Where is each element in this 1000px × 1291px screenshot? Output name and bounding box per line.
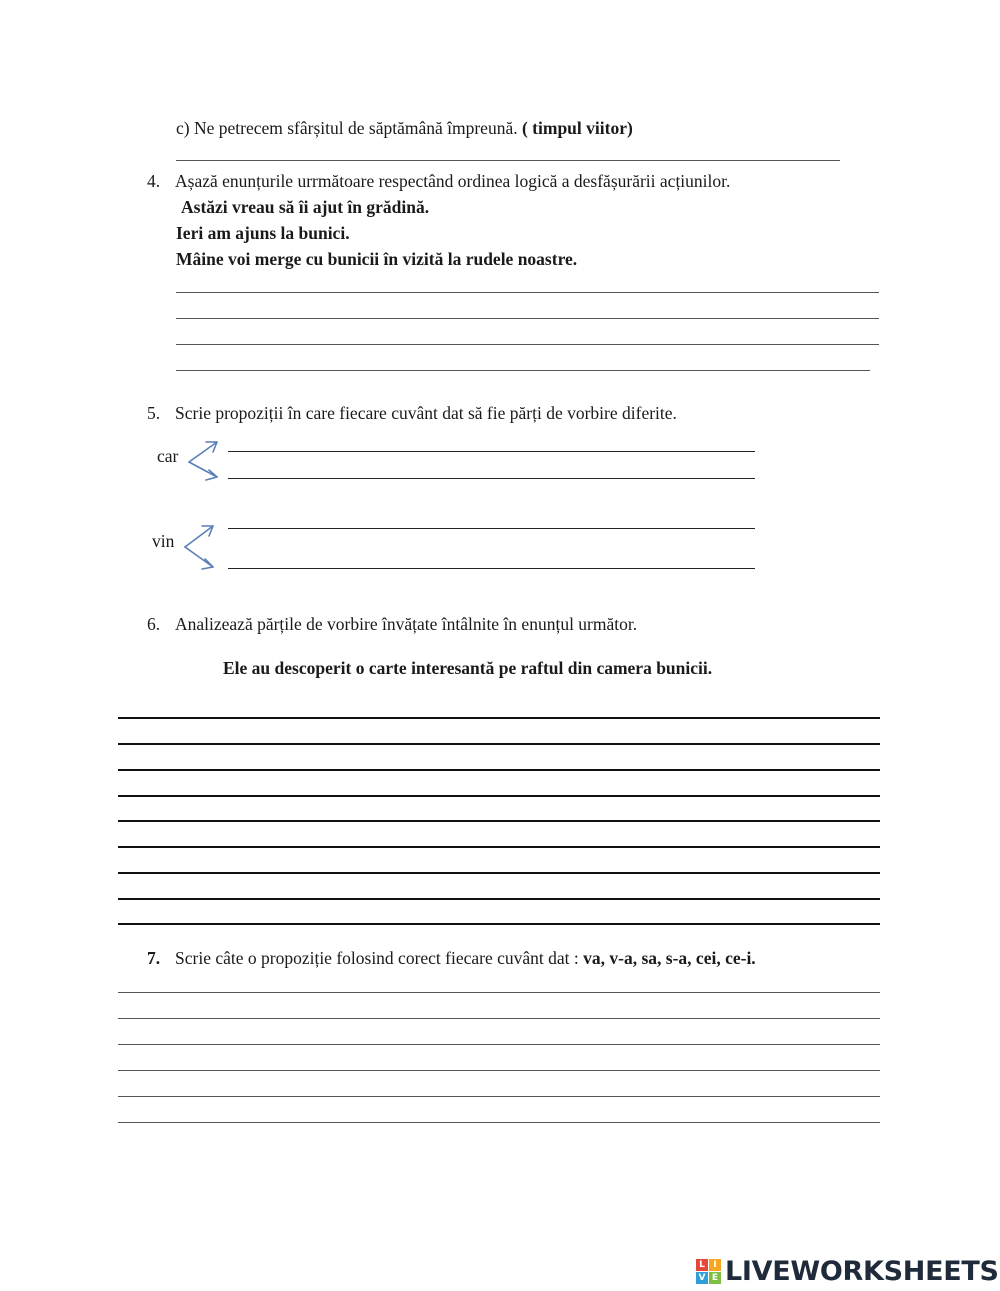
answer-line[interactable]: [118, 1070, 880, 1071]
logo-letter: E: [709, 1272, 721, 1284]
answer-line[interactable]: [228, 478, 755, 479]
answer-line[interactable]: [176, 370, 870, 371]
exercise-7-instruction: [147, 950, 756, 968]
answer-line[interactable]: [118, 1096, 880, 1097]
answer-line[interactable]: [118, 769, 880, 771]
logo-mark-icon: [696, 1259, 721, 1284]
answer-line[interactable]: [118, 898, 880, 900]
answer-line[interactable]: [176, 344, 879, 345]
item-c: [176, 120, 633, 138]
word-vin: vin: [152, 531, 175, 551]
answer-line[interactable]: [118, 1044, 880, 1045]
exercise-7-words: va, v-a, sa, s-a, cei, ce-i.: [583, 948, 756, 968]
ex4-sentence: Mâine voi merge cu bunicii în vizită la rudele noastre.: [176, 249, 578, 269]
logo-letter: I: [709, 1259, 721, 1271]
answer-line[interactable]: [118, 846, 880, 848]
answer-line[interactable]: [118, 743, 880, 745]
answer-line[interactable]: [118, 1018, 880, 1019]
item-c-text: c) Ne petrecem sfârșitul de săptămână împreună.: [176, 118, 518, 138]
logo-letter: L: [696, 1259, 708, 1271]
answer-line[interactable]: [118, 1122, 880, 1123]
answer-line[interactable]: [118, 872, 880, 874]
exercise-5-instruction: [147, 405, 677, 423]
answer-line[interactable]: [176, 292, 879, 293]
answer-line[interactable]: [228, 451, 755, 452]
exercise-7-text: Scrie câte o propoziție folosind corect fiecare cuvânt dat :: [175, 948, 579, 968]
ex4-sentence: Ieri am ajuns la bunici.: [176, 223, 350, 243]
answer-line[interactable]: [176, 318, 879, 319]
answer-line[interactable]: [118, 923, 880, 925]
logo-letter: V: [696, 1272, 708, 1284]
exercise-5-text: Scrie propoziții în care fiecare cuvânt dat să fie părți de vorbire diferite.: [175, 403, 677, 423]
exercise-6-instruction: [147, 616, 637, 634]
exercise-4-instruction: [147, 173, 730, 191]
exercise-5-number: 5.: [147, 403, 161, 423]
exercise-6-sentence: Ele au descoperit o carte interesantă pe raftul din camera bunicii.: [223, 658, 713, 678]
answer-line[interactable]: [176, 160, 840, 161]
branch-arrows-icon: [182, 522, 218, 572]
answer-line[interactable]: [118, 717, 880, 719]
exercise-4-text: Așază enunțurile urrmătoare respectând ordinea logică a desfășurării acțiunilor.: [175, 171, 731, 191]
branch-arrows-icon: [186, 438, 222, 484]
word-car: car: [157, 446, 179, 466]
ex4-sentence: Astăzi vreau să îi ajut în grădină.: [181, 197, 430, 217]
exercise-4-number: 4.: [147, 171, 161, 191]
exercise-6-number: 6.: [147, 614, 161, 634]
logo-text: LIVEWORKSHEETS: [725, 1255, 999, 1287]
answer-line[interactable]: [118, 795, 880, 797]
exercise-7-number: 7.: [147, 948, 161, 968]
answer-line[interactable]: [228, 528, 755, 529]
answer-line[interactable]: [118, 820, 880, 822]
item-c-hint: ( timpul viitor): [521, 118, 633, 138]
answer-line[interactable]: [118, 992, 880, 993]
liveworksheets-logo: [696, 1256, 999, 1286]
exercise-6-text: Analizează părțile de vorbire învățate întâlnite în enunțul următor.: [175, 614, 638, 634]
answer-line[interactable]: [228, 568, 755, 569]
